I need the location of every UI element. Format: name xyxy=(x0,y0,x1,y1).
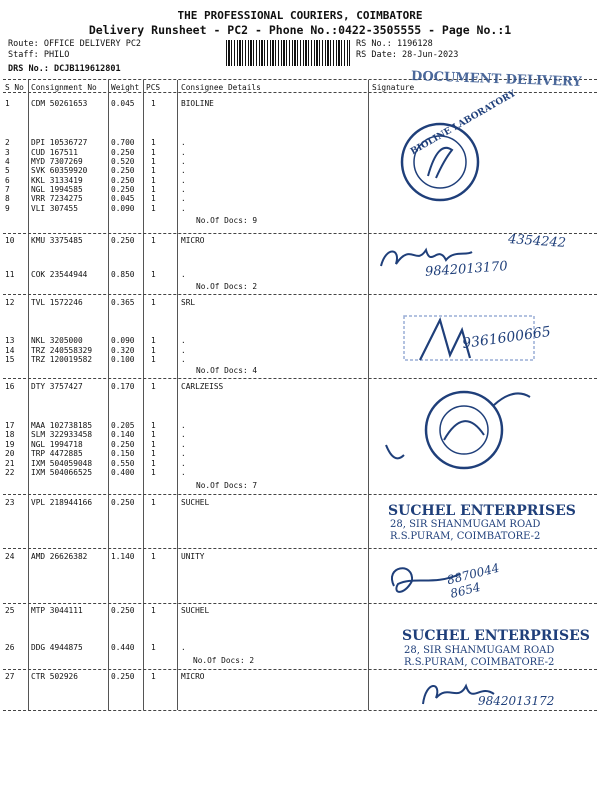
row-sno: 14 xyxy=(5,346,15,355)
row-sno: 6 xyxy=(5,176,10,185)
row-pcs: 1 xyxy=(151,346,156,355)
row-consignment: NKL 3205000 xyxy=(31,336,83,345)
row-sno: 25 xyxy=(5,606,15,615)
row-consignment: IXM 504066525 xyxy=(31,468,93,477)
row-pcs: 1 xyxy=(151,606,156,615)
row-pcs: 1 xyxy=(151,148,156,157)
row-pcs: 1 xyxy=(151,498,156,507)
row-weight: 0.250 xyxy=(111,185,135,194)
row-sno: 4 xyxy=(5,157,10,166)
row-sno: 21 xyxy=(5,459,15,468)
row-consignee: SUCHEL xyxy=(181,606,210,615)
col-weight: Weight xyxy=(111,83,140,92)
row-consignment: SVK 60359920 xyxy=(31,166,88,175)
col-pcs: PCS xyxy=(146,83,161,92)
row-consignee: . xyxy=(181,204,186,213)
row-pcs: 1 xyxy=(151,236,156,245)
row-weight: 0.400 xyxy=(111,468,135,477)
row-sno: 8 xyxy=(5,194,10,203)
row-consignee: CARLZEISS xyxy=(181,382,224,391)
row-weight: 0.250 xyxy=(111,148,135,157)
row-pcs: 1 xyxy=(151,185,156,194)
sheet-title: Delivery Runsheet - PC2 - Phone No.:0422-3505555 - Page No.:1 xyxy=(88,23,512,37)
row-consignment: IXM 504059048 xyxy=(31,459,93,468)
group-separator xyxy=(3,494,597,495)
handwritten-phone: 9361600665 xyxy=(461,323,552,353)
col-consignment: Consignment No xyxy=(31,83,97,92)
group-separator xyxy=(3,294,597,295)
barcode xyxy=(226,40,350,66)
row-consignment: TRZ 240558329 xyxy=(31,346,93,355)
bioline-seal xyxy=(398,88,518,204)
row-consignee: SUCHEL xyxy=(181,498,210,507)
row-pcs: 1 xyxy=(151,440,156,449)
handwritten-phone: 9842013172 xyxy=(478,694,555,708)
group-separator xyxy=(3,669,597,670)
row-sno: 27 xyxy=(5,672,15,681)
row-consignee: . xyxy=(181,459,186,468)
row-consignment: TVL 1572246 xyxy=(31,298,83,307)
row-weight: 1.140 xyxy=(111,552,135,561)
route-label: Route: OFFICE DELIVERY PC2 xyxy=(8,39,142,49)
row-weight: 0.205 xyxy=(111,421,135,430)
row-consignment: VPL 218944166 xyxy=(31,498,93,507)
carlzeiss-seal xyxy=(384,385,534,475)
row-sno: 16 xyxy=(5,382,15,391)
row-weight: 0.250 xyxy=(111,606,135,615)
row-sno: 17 xyxy=(5,421,15,430)
row-sno: 12 xyxy=(5,298,15,307)
group-separator xyxy=(3,548,597,549)
row-consignment: TRZ 120019582 xyxy=(31,355,93,364)
row-sno: 9 xyxy=(5,204,10,213)
row-consignee: . xyxy=(181,194,186,203)
row-pcs: 1 xyxy=(151,204,156,213)
row-pcs: 1 xyxy=(151,421,156,430)
doc-count: No.Of Docs: 7 xyxy=(196,481,258,490)
row-pcs: 1 xyxy=(151,430,156,439)
row-sno: 23 xyxy=(5,498,15,507)
row-consignee: SRL xyxy=(181,298,196,307)
row-weight: 0.520 xyxy=(111,157,135,166)
rs-number: RS No.: 1196128 xyxy=(356,39,433,49)
handwritten-note: 8870044 8654 xyxy=(445,560,501,601)
row-consignee: . xyxy=(181,440,186,449)
doc-count: No.Of Docs: 2 xyxy=(196,282,258,291)
row-consignment: MYD 7307269 xyxy=(31,157,83,166)
row-sno: 3 xyxy=(5,148,10,157)
row-consignment: AMD 26626382 xyxy=(31,552,88,561)
row-weight: 0.320 xyxy=(111,346,135,355)
col-consignee: Consignee Details xyxy=(181,83,261,92)
row-pcs: 1 xyxy=(151,194,156,203)
row-consignee: . xyxy=(181,421,186,430)
row-consignee: . xyxy=(181,185,186,194)
row-weight: 0.045 xyxy=(111,194,135,203)
row-consignee: . xyxy=(181,176,186,185)
row-consignment: CDM 50261653 xyxy=(31,99,88,108)
row-consignee: MICRO xyxy=(181,672,205,681)
suchel-stamp-address: 28, SIR SHANMUGAM ROAD xyxy=(390,519,541,530)
row-pcs: 1 xyxy=(151,449,156,458)
row-weight: 0.250 xyxy=(111,236,135,245)
row-sno: 5 xyxy=(5,166,10,175)
row-weight: 0.150 xyxy=(111,449,135,458)
suchel-stamp-name: SUCHEL ENTERPRISES xyxy=(402,628,590,644)
row-consignment: MTP 3044111 xyxy=(31,606,83,615)
row-weight: 0.170 xyxy=(111,382,135,391)
suchel-stamp-city: R.S.PURAM, COIMBATORE-2 xyxy=(390,531,541,542)
row-pcs: 1 xyxy=(151,672,156,681)
row-sno: 11 xyxy=(5,270,15,279)
row-sno: 10 xyxy=(5,236,15,245)
row-consignment: SLM 322933458 xyxy=(31,430,93,439)
row-pcs: 1 xyxy=(151,355,156,364)
row-sno: 2 xyxy=(5,138,10,147)
row-consignee: . xyxy=(181,148,186,157)
row-pcs: 1 xyxy=(151,99,156,108)
row-consignment: DPI 10536727 xyxy=(31,138,88,147)
row-consignment: KMU 3375485 xyxy=(31,236,83,245)
row-pcs: 1 xyxy=(151,382,156,391)
row-consignee: . xyxy=(181,355,186,364)
row-weight: 0.250 xyxy=(111,176,135,185)
row-consignment: CTR 502926 xyxy=(31,672,78,681)
rs-date: RS Date: 28-Jun-2023 xyxy=(356,50,459,60)
row-weight: 0.090 xyxy=(111,336,135,345)
row-pcs: 1 xyxy=(151,298,156,307)
row-weight: 0.850 xyxy=(111,270,135,279)
row-sno: 19 xyxy=(5,440,15,449)
company-name: THE PROFESSIONAL COURIERS, COIMBATORE xyxy=(177,9,423,22)
row-weight: 0.090 xyxy=(111,204,135,213)
row-sno: 22 xyxy=(5,468,15,477)
row-consignee: . xyxy=(181,336,186,345)
col-divider xyxy=(177,80,178,710)
row-sno: 15 xyxy=(5,355,15,364)
row-consignee: . xyxy=(181,468,186,477)
suchel-stamp-city: R.S.PURAM, COIMBATORE-2 xyxy=(404,657,555,668)
row-pcs: 1 xyxy=(151,138,156,147)
row-sno: 7 xyxy=(5,185,10,194)
row-consignee: BIOLINE xyxy=(181,99,214,108)
row-weight: 0.250 xyxy=(111,498,135,507)
row-consignment: VLI 307455 xyxy=(31,204,78,213)
row-weight: 0.250 xyxy=(111,440,135,449)
row-weight: 0.045 xyxy=(111,99,135,108)
suchel-stamp-name: SUCHEL ENTERPRISES xyxy=(388,503,576,519)
row-pcs: 1 xyxy=(151,459,156,468)
col-signature: Signature xyxy=(372,83,415,92)
row-pcs: 1 xyxy=(151,176,156,185)
row-consignee: . xyxy=(181,643,186,652)
row-consignment: KKL 3133419 xyxy=(31,176,83,185)
row-weight: 0.700 xyxy=(111,138,135,147)
row-sno: 13 xyxy=(5,336,15,345)
col-divider xyxy=(368,80,369,710)
row-pcs: 1 xyxy=(151,157,156,166)
col-sno: S No xyxy=(5,83,24,92)
row-consignment: NGL 1994585 xyxy=(31,185,83,194)
handwritten-note: 4354242 xyxy=(507,231,567,252)
col-divider xyxy=(108,80,109,710)
row-weight: 0.550 xyxy=(111,459,135,468)
row-sno: 20 xyxy=(5,449,15,458)
document-delivery-stamp: DOCUMENT DELIVERY xyxy=(410,69,582,90)
row-sno: 24 xyxy=(5,552,15,561)
row-consignment: CUD 167511 xyxy=(31,148,78,157)
row-consignee: . xyxy=(181,157,186,166)
row-pcs: 1 xyxy=(151,468,156,477)
col-divider xyxy=(143,80,144,710)
row-weight: 0.250 xyxy=(111,166,135,175)
row-consignee: UNITY xyxy=(181,552,205,561)
row-consignment: DTY 3757427 xyxy=(31,382,83,391)
row-pcs: 1 xyxy=(151,166,156,175)
row-consignment: DDG 4944875 xyxy=(31,643,83,652)
row-consignment: COK 23544944 xyxy=(31,270,88,279)
row-sno: 18 xyxy=(5,430,15,439)
row-pcs: 1 xyxy=(151,552,156,561)
drs-number: DRS No.: DCJB119612801 xyxy=(8,64,121,74)
row-consignee: . xyxy=(181,166,186,175)
row-weight: 0.140 xyxy=(111,430,135,439)
row-weight: 0.440 xyxy=(111,643,135,652)
row-consignment: NGL 1994718 xyxy=(31,440,83,449)
row-consignment: TRP 4472885 xyxy=(31,449,83,458)
row-weight: 0.100 xyxy=(111,355,135,364)
group-separator xyxy=(3,378,597,379)
row-sno: 1 xyxy=(5,99,10,108)
row-pcs: 1 xyxy=(151,643,156,652)
row-consignee: . xyxy=(181,346,186,355)
row-sno: 26 xyxy=(5,643,15,652)
row-pcs: 1 xyxy=(151,336,156,345)
suchel-stamp-address: 28, SIR SHANMUGAM ROAD xyxy=(404,645,555,656)
col-divider xyxy=(28,80,29,710)
doc-count: No.Of Docs: 4 xyxy=(196,366,258,375)
row-consignee: . xyxy=(181,270,186,279)
doc-count: No.Of Docs: 2 xyxy=(193,656,255,665)
doc-count: No.Of Docs: 9 xyxy=(196,216,258,225)
row-consignment: MAA 102738185 xyxy=(31,421,93,430)
handwritten-phone: 9842013170 xyxy=(424,259,509,280)
row-pcs: 1 xyxy=(151,270,156,279)
row-weight: 0.365 xyxy=(111,298,135,307)
staff-label: Staff: PHILO xyxy=(8,50,70,60)
svg-text:BIOLINE LABORATORY: BIOLINE LABORATORY xyxy=(409,88,518,158)
row-consignee: . xyxy=(181,430,186,439)
row-weight: 0.250 xyxy=(111,672,135,681)
group-separator xyxy=(3,603,597,604)
row-consignment: VRR 7234275 xyxy=(31,194,83,203)
row-consignee: . xyxy=(181,449,186,458)
row-consignee: . xyxy=(181,138,186,147)
row-consignee: MICRO xyxy=(181,236,205,245)
group-separator xyxy=(3,710,597,711)
